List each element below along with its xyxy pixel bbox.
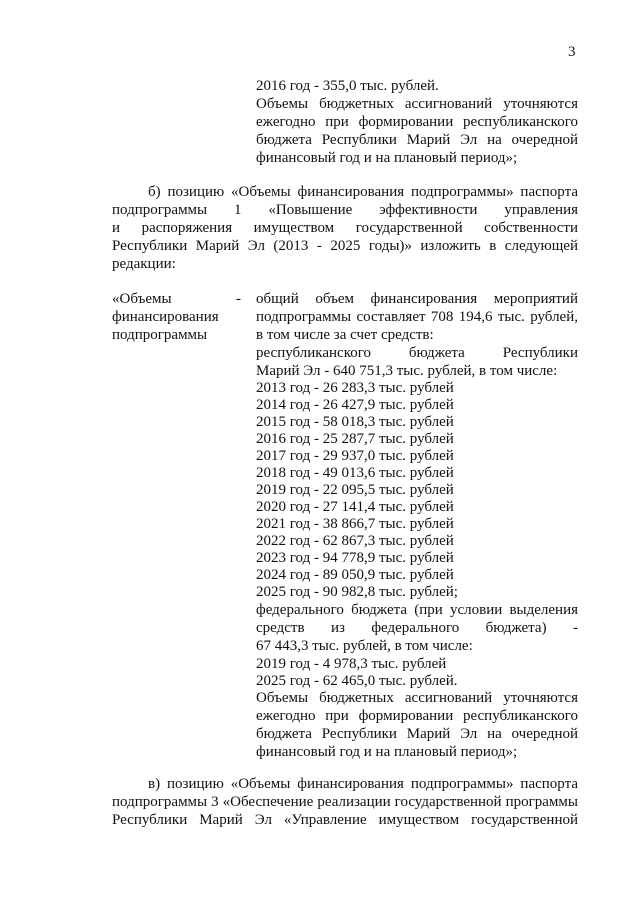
financing-line: средств из федерального бюджета) - — [256, 620, 578, 636]
text-line: Республики Марий Эл «Управление имуществом государственной — [112, 812, 578, 828]
financing-line: ежегодно при формировании республиканского — [256, 708, 578, 724]
text-line: подпрограммы 3 «Обеспечение реализации государственной программы — [112, 794, 578, 810]
label-line: финансирования — [112, 309, 219, 325]
year-line: 2017 год - 29 937,0 тыс. рублей — [256, 448, 454, 464]
label-dash: - — [236, 291, 241, 307]
text-line: в) позицию «Объемы финансирования подпрограммы» паспорта — [148, 776, 578, 792]
text-line: 2016 год - 355,0 тыс. рублей. — [256, 78, 439, 94]
year-line: 2014 год - 26 427,9 тыс. рублей — [256, 397, 454, 413]
financing-line: 67 443,3 тыс. рублей, в том числе: — [256, 638, 473, 654]
text-line: Объемы бюджетных ассигнований уточняются — [256, 96, 578, 112]
year-line: 2022 год - 62 867,3 тыс. рублей — [256, 533, 454, 549]
financing-line: общий объем финансирования мероприятий — [256, 291, 578, 307]
year-line: 2023 год - 94 778,9 тыс. рублей — [256, 550, 454, 566]
year-line: 2019 год - 22 095,5 тыс. рублей — [256, 482, 454, 498]
year-line: 2025 год - 90 982,8 тыс. рублей; — [256, 584, 458, 600]
year-line: 2024 год - 89 050,9 тыс. рублей — [256, 567, 454, 583]
financing-line: бюджета Республики Марий Эл на очередной — [256, 726, 578, 742]
financing-line: федерального бюджета (при условии выделения — [256, 602, 578, 618]
year-line: 2019 год - 4 978,3 тыс. рублей — [256, 656, 447, 672]
text-line: и распоряжения имуществом государственной собственности — [112, 220, 578, 236]
text-line: редакции: — [112, 256, 176, 272]
financing-line: республиканского бюджета Республики — [256, 345, 578, 361]
financing-line: подпрограммы составляет 708 194,6 тыс. рублей, — [256, 309, 578, 325]
text-line: ежегодно при формировании республиканского — [256, 114, 578, 130]
year-line: 2013 год - 26 283,3 тыс. рублей — [256, 380, 454, 396]
page-number: 3 — [568, 44, 576, 60]
text-line: подпрограммы 1 «Повышение эффективности управления — [112, 202, 578, 218]
year-line: 2018 год - 49 013,6 тыс. рублей — [256, 465, 454, 481]
text-line: бюджета Республики Марий Эл на очередной — [256, 132, 578, 148]
year-line: 2016 год - 25 287,7 тыс. рублей — [256, 431, 454, 447]
text-line: б) позицию «Объемы финансирования подпрограммы» паспорта — [148, 184, 578, 200]
text-line: Республики Марий Эл (2013 - 2025 годы)» изложить в следующей — [112, 238, 578, 254]
financing-line: в том числе за счет средств: — [256, 327, 434, 343]
label-line: «Объемы — [112, 291, 172, 307]
year-line: 2021 год - 38 866,7 тыс. рублей — [256, 516, 454, 532]
label-line: подпрограммы — [112, 327, 208, 343]
financing-line: Марий Эл - 640 751,3 тыс. рублей, в том числе: — [256, 363, 558, 379]
financing-line: Объемы бюджетных ассигнований уточняются — [256, 690, 578, 706]
year-line: 2020 год - 27 141,4 тыс. рублей — [256, 499, 454, 515]
year-line: 2025 год - 62 465,0 тыс. рублей. — [256, 673, 458, 689]
text-line: финансовый год и на плановый период»; — [256, 150, 518, 166]
financing-line: финансовый год и на плановый период»; — [256, 744, 518, 760]
year-line: 2015 год - 58 018,3 тыс. рублей — [256, 414, 454, 430]
